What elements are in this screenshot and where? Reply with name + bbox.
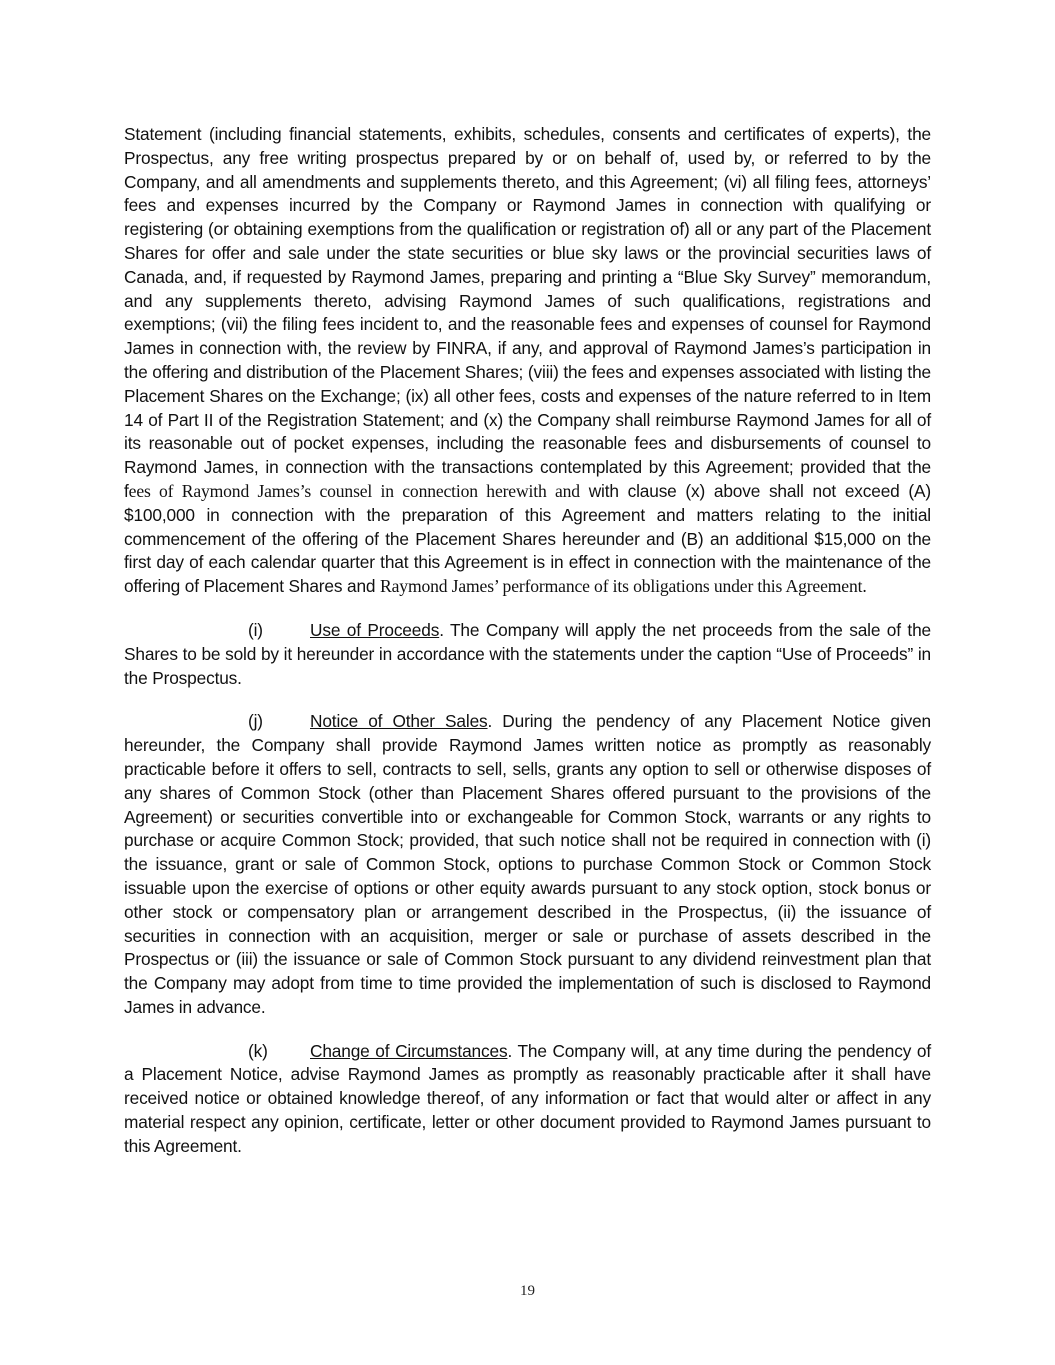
document-body — [124, 123, 931, 1179]
section-heading: Use of Proceeds — [310, 619, 440, 640]
section-use-of-proceeds — [124, 619, 931, 690]
section-body: . The Company will apply the net proceeds from the sale of the Shares to be sold by it hereunder in accordance with the statements under the caption “Use of Proceeds” in the Prospectus. — [124, 619, 931, 688]
section-label: (j) — [248, 711, 263, 732]
expenses-text-part-2: ees of Raymond James’s counsel in connection herewith and — [128, 480, 580, 501]
page-number: 19 — [520, 1283, 535, 1299]
expenses-text-part-3: with clause (x) above shall not exceed (A) $100,000 in connection with the preparation of this Agreement and matters relating to the initial commencement of the offering of the Placement Shares hereunder and (B) an additional $15,000 on the first day of each calendar quarter that this Agreement is in effect in connection with the maintenance of the offering of Placement Shares and — [124, 480, 931, 597]
section-notice-of-other-sales — [124, 710, 931, 1019]
section-change-of-circumstances — [124, 1040, 931, 1159]
paragraph-expenses-continued — [124, 123, 931, 599]
expenses-text-part-1: Statement (including financial statements, exhibits, schedules, consents and certificates of experts), the Prospectus, any free writing prospectus prepared by or on behalf of, used by, or referred to by the Company, and all amendments and supplements thereto, and this Agreement; (vi) all filing fees, attorneys’ fees and expenses incurred by the Company or Raymond James in connection with qualifying or registering (or obtaining exemptions from the qualification or registration of) all or any part of the Placement Shares for offer and sale under the state securities or blue sky laws or the provincial securities laws of Canada, and, if requested by Raymond James, preparing and printing a “Blue Sky Survey” memorandum, and any supplements thereto, advising Raymond James of such qualifications, registrations and exemptions; (vii) the filing fees incident to, and the reasonable fees and expenses of counsel for Raymond James in connection with, the review by FINRA, if any, and approval of Raymond James’s participation in the offering and distribution of the Placement Shares; (viii) the fees and expenses associated with listing the Placement Shares on the Exchange; (ix) all other fees, costs and expenses of the nature referred to in Item 14 of Part II of the Registration Statement; and (x) the Company shall reimburse Raymond James for all of its reasonable out of pocket expenses, including the reasonable fees and disbursements of counsel to Raymond James, in connection with the transactions contemplated by this Agreement; provided that the f — [124, 124, 931, 501]
section-label: (i) — [248, 619, 263, 640]
section-body: . During the pendency of any Placement Notice given hereunder, the Company shall provide Raymond James written notice as promptly as reasonably practicable before it offers to sell, contracts to sell, sells, grants any option to sell or otherwise disposes of any shares of Common Stock (other than Placement Shares offered pursuant to the provisions of the Agreement) or securities convertible into or exchangeable for Common Stock, warrants or any rights to purchase or acquire Common Stock; provided, that such notice shall not be required in connection with (i) the issuance, grant or sale of Common Stock, options to purchase Common Stock or Common Stock issuable upon the exercise of options or other equity awards pursuant to any stock option, stock bonus or other stock or compensatory plan or arrangement described in the Prospectus, (ii) the issuance of securities in connection with an acquisition, merger or sale or purchase of assets described in the Prospectus or (iii) the issuance or sale of Common Stock pursuant to any dividend reinvestment plan that the Company may adopt from time to time provided the implementation of such is disclosed to Raymond James in advance. — [124, 711, 931, 1017]
expenses-text-part-4: Raymond James’ performance of its obligations under this Agreement. — [380, 576, 867, 597]
section-heading: Notice of Other Sales — [310, 711, 488, 732]
section-label: (k) — [248, 1040, 268, 1061]
section-body: . The Company will, at any time during the pendency of a Placement Notice, advise Raymond James as promptly as reasonably practicable after it shall have received notice or obtained knowledge thereof, of any information or fact that would alter or affect in any material respect any opinion, certificate, letter or other document provided to Raymond James pursuant to this Agreement. — [124, 1040, 931, 1156]
section-heading: Change of Circumstances — [310, 1040, 508, 1061]
